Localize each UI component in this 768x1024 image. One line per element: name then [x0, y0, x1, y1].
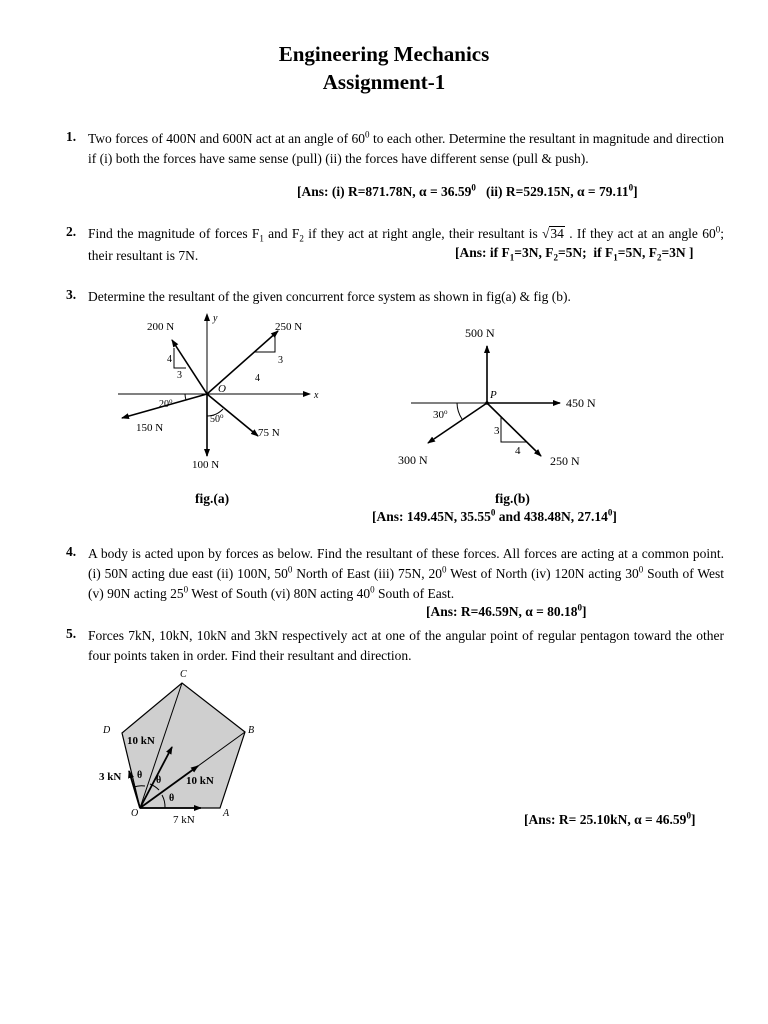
question-4-text: A body is acted upon by forces as below. Find the resultant of these forces. All forces are acting at a common point. (i) 50N acting due east (ii) 100N, $50^0$ North of East (iii) 75N, $20^0$ West of North (iv) 120N acting $30^0$ South of West (v) 90N acting $25^0$ West of South (vi) 80N acting $40^0$ South of East.: [88, 546, 724, 601]
figure-b-caption: fig.(b): [495, 491, 530, 506]
pentagon-diagram: [95, 666, 270, 831]
label-axis-y: y: [213, 313, 218, 324]
question-2-text: Find the magnitude of forces $F_1$ and $F_2$ if they act at right angle, their resultant is √34 . If they act at an angle $60^0$; their resultant is 7N.: [88, 224, 724, 263]
question-4-number: 4.: [66, 544, 77, 559]
vertex-label-o: O: [131, 808, 139, 819]
label-3kn: 3 kN: [99, 771, 122, 783]
document-title: Engineering Mechanics: [278, 42, 490, 66]
label-450n: 450 N: [566, 396, 596, 410]
label-ratio-3b: 3: [278, 355, 283, 366]
label-origin-o: O: [218, 383, 226, 395]
question-3-text: Determine the resultant of the given concurrent force system as shown in fig(a) & fig (b).: [88, 289, 571, 304]
label-250n: 250 N: [550, 454, 580, 468]
vertex-label-d: D: [103, 725, 111, 736]
label-150n: 150 N: [136, 422, 164, 434]
question-3-answer: [Ans: 149.45N, 35.55$^0$ and 438.48N, 27.14$^0$]: [372, 507, 617, 524]
vertex-label-c: C: [180, 669, 187, 680]
question-3-number: 3.: [66, 287, 77, 302]
angle-arc-20: [185, 394, 186, 400]
label-10kn-ob: 10 kN: [186, 775, 214, 787]
figure-a-diagram: [110, 308, 340, 478]
label-500n: 500 N: [465, 326, 495, 340]
label-angle-30: 30$^o$: [433, 408, 448, 421]
label-100n: 100 N: [192, 459, 220, 471]
figure-b-diagram: [395, 320, 625, 475]
question-1-answer: [Ans: (i) R=871.78N, $\alpha = 36.59^0$ (ii) R=529.15N, $\alpha = 79.11^0$]: [297, 182, 638, 199]
theta-label-2: θ: [156, 775, 162, 786]
force-200n-arrow: [172, 340, 207, 394]
vertex-label-b: B: [248, 725, 255, 736]
label-ratio-3: 3: [494, 425, 500, 437]
vertex-label-a: A: [223, 808, 230, 819]
label-ratio-3a: 3: [177, 370, 182, 381]
label-7kn: 7 kN: [173, 814, 195, 826]
label-300n: 300 N: [398, 453, 428, 467]
label-angle-50: 50$^o$: [210, 412, 224, 425]
theta-label-1: θ: [137, 770, 143, 781]
sqrt-value: 34: [550, 226, 564, 241]
question-1-number: 1.: [66, 129, 77, 144]
figure-a-caption: fig.(a): [195, 491, 230, 506]
label-ratio-4a: 4: [167, 354, 172, 365]
label-ratio-4b: 4: [255, 373, 260, 384]
label-250n: 250 N: [275, 321, 303, 333]
label-200n: 200 N: [147, 321, 175, 333]
question-2-number: 2.: [66, 224, 77, 239]
question-1-text: Two forces of 400N and 600N act at an angle of $60^0$ to each other. Determine the resultant in magnitude and direction if (i) both the forces have same sense (pull) (ii) the forces have different sense (pull & push).: [88, 129, 724, 166]
question-5-number: 5.: [66, 626, 77, 641]
label-angle-20: 20$^o$: [159, 397, 173, 410]
question-5-answer: [Ans: R= 25.10kN, $\alpha = 46.59^0$]: [524, 810, 696, 827]
question-4-answer: [Ans: R=46.59N, $\alpha = 80.18^0$]: [426, 602, 587, 619]
label-75n: 75 N: [258, 427, 280, 439]
label-ratio-4: 4: [515, 445, 521, 457]
angle-arc-30: [457, 403, 462, 419]
question-2-answer: [Ans: if $F_1=3N$, $F_2=5N$; if $F_1=5N$, $F_2=3N$ ]: [455, 245, 694, 263]
label-point-p: P: [490, 389, 497, 401]
question-5-text: Forces 7kN, 10kN, 10kN and 3kN respectively act at one of the angular point of regular pentagon toward the other four points taken in order. Find their resultant and direction.: [88, 628, 724, 663]
point-p-dot: [485, 401, 489, 405]
theta-label-3: θ: [169, 793, 175, 804]
label-axis-x: x: [314, 390, 319, 401]
assignment-label: Assignment-1: [322, 70, 446, 94]
label-10kn-oc: 10 kN: [127, 735, 155, 747]
sqrt-symbol: √: [542, 226, 550, 241]
